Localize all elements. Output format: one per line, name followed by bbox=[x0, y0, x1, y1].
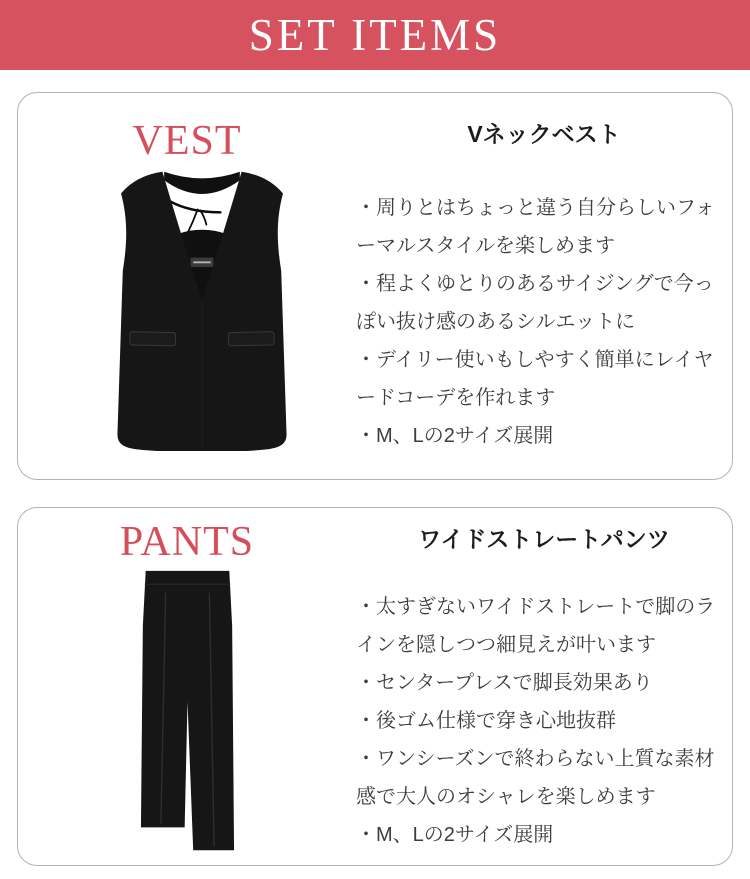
pants-body bbox=[140, 571, 233, 850]
vest-card-right-column bbox=[356, 93, 732, 479]
bullet-item: ・ワンシーズンで終わらない上質な素材感で大人のオシャレを楽しめます bbox=[356, 748, 715, 808]
vest-brand-label-text bbox=[193, 261, 211, 263]
vest-bullet-list bbox=[356, 189, 722, 455]
pants-image bbox=[140, 569, 235, 854]
bullet-item: ・デイリー使いもしやすく簡単にレイヤードコーデを作れます bbox=[356, 349, 714, 409]
pants-card-left-column bbox=[18, 508, 356, 865]
bullet-item: ・センタープレスで脚長効果あり bbox=[356, 672, 653, 694]
bullet-item: ・M、Lの2サイズ展開 bbox=[356, 824, 554, 846]
vest-image bbox=[114, 168, 290, 451]
bullet-item: ・M、Lの2サイズ展開 bbox=[356, 425, 554, 447]
banner-title: SET ITEMS bbox=[248, 9, 502, 60]
bullet-item: ・後ゴム仕様で穿き心地抜群 bbox=[356, 710, 616, 732]
bullet-item: ・太すぎないワイドストレートで脚のラインを隠しつつ細見えが叶います bbox=[356, 596, 716, 656]
bullet-item: ・周りとはちょっと違う自分らしいフォーマルスタイルを楽しめます bbox=[356, 197, 715, 257]
pants-card bbox=[17, 507, 733, 866]
pants-card-right-column bbox=[356, 508, 732, 865]
vest-label: VEST bbox=[132, 118, 242, 164]
vest-card-left-column bbox=[18, 93, 356, 479]
set-items-banner bbox=[0, 0, 750, 70]
vest-product-title: Vネックベスト bbox=[467, 121, 621, 147]
vest-back-neckband bbox=[164, 172, 240, 194]
pants-bullet-list bbox=[356, 588, 722, 854]
vest-card bbox=[17, 92, 733, 480]
pants-label: PANTS bbox=[119, 519, 255, 565]
bullet-item: ・程よくゆとりのあるサイジングで今っぽい抜け感のあるシルエットに bbox=[356, 273, 714, 333]
pants-product-title: ワイドストレートパンツ bbox=[418, 526, 670, 552]
